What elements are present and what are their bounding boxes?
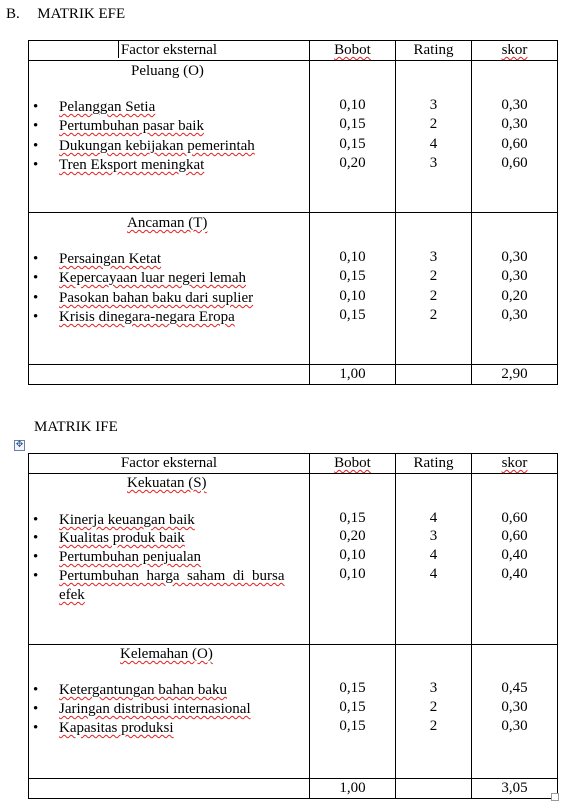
bobot-value: 0,15: [339, 680, 366, 696]
list-item: • Jaringan distribusi internasional: [33, 701, 251, 717]
rating-value: 2: [429, 268, 438, 284]
bobot-value: 0,15: [339, 307, 366, 323]
list-item: • Kinerja keuangan baik: [33, 512, 195, 528]
skor-value: 0,30: [501, 97, 528, 113]
efe-heading-letter: B.: [6, 6, 20, 22]
efe-heading-text: MATRIK EFE: [37, 6, 126, 22]
efe-s1-factor-cell[interactable]: [29, 61, 310, 213]
rating-value: 3: [429, 528, 438, 544]
efe-section-threats: [29, 213, 558, 365]
list-item: • Persaingan Ketat: [33, 251, 162, 267]
list-item: • Pertumbuhan penjualan: [33, 549, 202, 565]
rating-value: 2: [429, 699, 438, 715]
bobot-value: 0,15: [339, 136, 366, 152]
efe-total-label-cell[interactable]: [29, 365, 310, 385]
ife-section-strengths: [29, 474, 558, 645]
efe-header-skor[interactable]: skor: [472, 41, 558, 61]
skor-value: 0,30: [501, 268, 528, 284]
ife-section-weaknesses: [29, 645, 558, 779]
rating-value: 4: [429, 510, 438, 526]
efe-total-rating-cell[interactable]: [396, 365, 472, 385]
skor-value: 0,60: [501, 155, 528, 171]
list-item: • Pelanggan Setia: [33, 99, 156, 115]
bobot-value: 0,20: [339, 155, 366, 171]
rating-value: 2: [429, 307, 438, 323]
skor-value: 0,60: [501, 528, 528, 544]
efe-s1-bobot-cell[interactable]: [310, 61, 396, 213]
skor-value: 0,60: [501, 510, 528, 526]
bobot-value: 0,20: [339, 528, 366, 544]
efe-s1-rating-cell[interactable]: [396, 61, 472, 213]
list-item: • Tren Eksport meningkat: [33, 157, 205, 173]
ife-header-skor[interactable]: skor: [472, 454, 558, 474]
ife-total-skor[interactable]: 3,05: [472, 779, 558, 799]
bobot-value: 0,15: [339, 268, 366, 284]
efe-s1-skor-cell[interactable]: [472, 61, 558, 213]
rating-value: 3: [429, 97, 438, 113]
ife-s1-title: Kekuatan (S): [127, 475, 207, 491]
list-item-continuation: efek: [59, 587, 85, 603]
efe-table: [28, 40, 558, 385]
bobot-value: 0,15: [339, 510, 366, 526]
efe-s2-rating-cell[interactable]: [396, 213, 472, 365]
list-item: • Krisis dinegara-negara Eropa: [33, 309, 235, 325]
efe-s2-bobot-cell[interactable]: [310, 213, 396, 365]
bobot-value: 0,15: [339, 718, 366, 734]
ife-header-bobot[interactable]: Bobot: [310, 454, 396, 474]
efe-header-rating[interactable]: Rating: [396, 41, 472, 61]
list-item: • Kapasitas produksi: [33, 720, 174, 736]
efe-total-row: [29, 365, 558, 385]
rating-value: 4: [429, 136, 438, 152]
rating-value: 2: [429, 288, 438, 304]
move-icon[interactable]: ✥: [15, 440, 24, 450]
efe-header-bobot[interactable]: Bobot: [310, 41, 396, 61]
efe-heading: [6, 6, 125, 23]
ife-header-rating[interactable]: Rating: [396, 454, 472, 474]
ife-s2-title: Kelemahan (O): [120, 646, 213, 662]
efe-s2-skor-cell[interactable]: [472, 213, 558, 365]
rating-value: 2: [429, 116, 438, 132]
rating-value: 3: [429, 249, 438, 265]
rating-value: 3: [429, 680, 438, 696]
ife-total-bobot[interactable]: 1,00: [310, 779, 396, 799]
skor-value: 0,45: [501, 680, 528, 696]
ife-s2-rating-cell[interactable]: [396, 645, 472, 779]
ife-table: [28, 453, 558, 799]
list-item: • Pertumbuhan pasar baik: [33, 118, 204, 134]
ife-header-row: [29, 454, 558, 474]
ife-header-factor[interactable]: Factor eksternal: [29, 454, 310, 474]
efe-section-opportunities: [29, 61, 558, 213]
ife-total-row: [29, 779, 558, 799]
ife-total-label-cell[interactable]: [29, 779, 310, 799]
bobot-value: 0,10: [339, 566, 366, 582]
rating-value: 2: [429, 718, 438, 734]
skor-value: 0,20: [501, 288, 528, 304]
list-item: • Pasokan bahan baku dari suplier: [33, 290, 254, 306]
list-item: • Dukungan kebijakan pemerintah: [33, 138, 255, 154]
rating-value: 4: [429, 547, 438, 563]
ife-s2-bobot-cell[interactable]: [310, 645, 396, 779]
ife-s2-skor-cell[interactable]: [472, 645, 558, 779]
skor-value: 0,30: [501, 307, 528, 323]
bobot-value: 0,10: [339, 249, 366, 265]
bobot-value: 0,10: [339, 547, 366, 563]
efe-header-factor[interactable]: Factor eksternal: [29, 41, 310, 61]
text-cursor: [118, 41, 119, 58]
skor-value: 0,40: [501, 566, 528, 582]
table-resize-handle[interactable]: [551, 793, 559, 801]
efe-total-skor[interactable]: 2,90: [472, 365, 558, 385]
ife-s2-factor-cell[interactable]: [29, 645, 310, 779]
skor-value: 0,30: [501, 699, 528, 715]
ife-s1-rating-cell[interactable]: [396, 474, 472, 645]
list-item: • Kualitas produk baik: [33, 530, 185, 546]
skor-value: 0,30: [501, 249, 528, 265]
ife-heading: MATRIK IFE: [34, 419, 118, 435]
efe-s2-factor-cell[interactable]: [29, 213, 310, 365]
efe-s2-title: Ancaman (T): [127, 215, 208, 231]
skor-value: 0,30: [501, 718, 528, 734]
rating-value: 3: [429, 155, 438, 171]
efe-s1-title: Peluang (O): [131, 63, 204, 79]
ife-s1-factor-cell[interactable]: [29, 474, 310, 645]
bobot-value: 0,10: [339, 288, 366, 304]
skor-value: 0,40: [501, 547, 528, 563]
rating-value: 4: [429, 566, 438, 582]
bobot-value: 0,10: [339, 97, 366, 113]
ife-s1-skor-cell[interactable]: [472, 474, 558, 645]
ife-total-rating-cell[interactable]: [396, 779, 472, 799]
efe-total-bobot[interactable]: 1,00: [310, 365, 396, 385]
list-item: • Kepercayaan luar negeri lemah: [33, 270, 246, 286]
bobot-value: 0,15: [339, 116, 366, 132]
bobot-value: 0,15: [339, 699, 366, 715]
efe-header-row: [29, 41, 558, 61]
skor-value: 0,30: [501, 116, 528, 132]
ife-s1-bobot-cell[interactable]: [310, 474, 396, 645]
list-item: • Pertumbuhan harga saham di bursa: [33, 568, 285, 584]
skor-value: 0,60: [501, 136, 528, 152]
list-item: • Ketergantungan bahan baku: [33, 682, 227, 698]
